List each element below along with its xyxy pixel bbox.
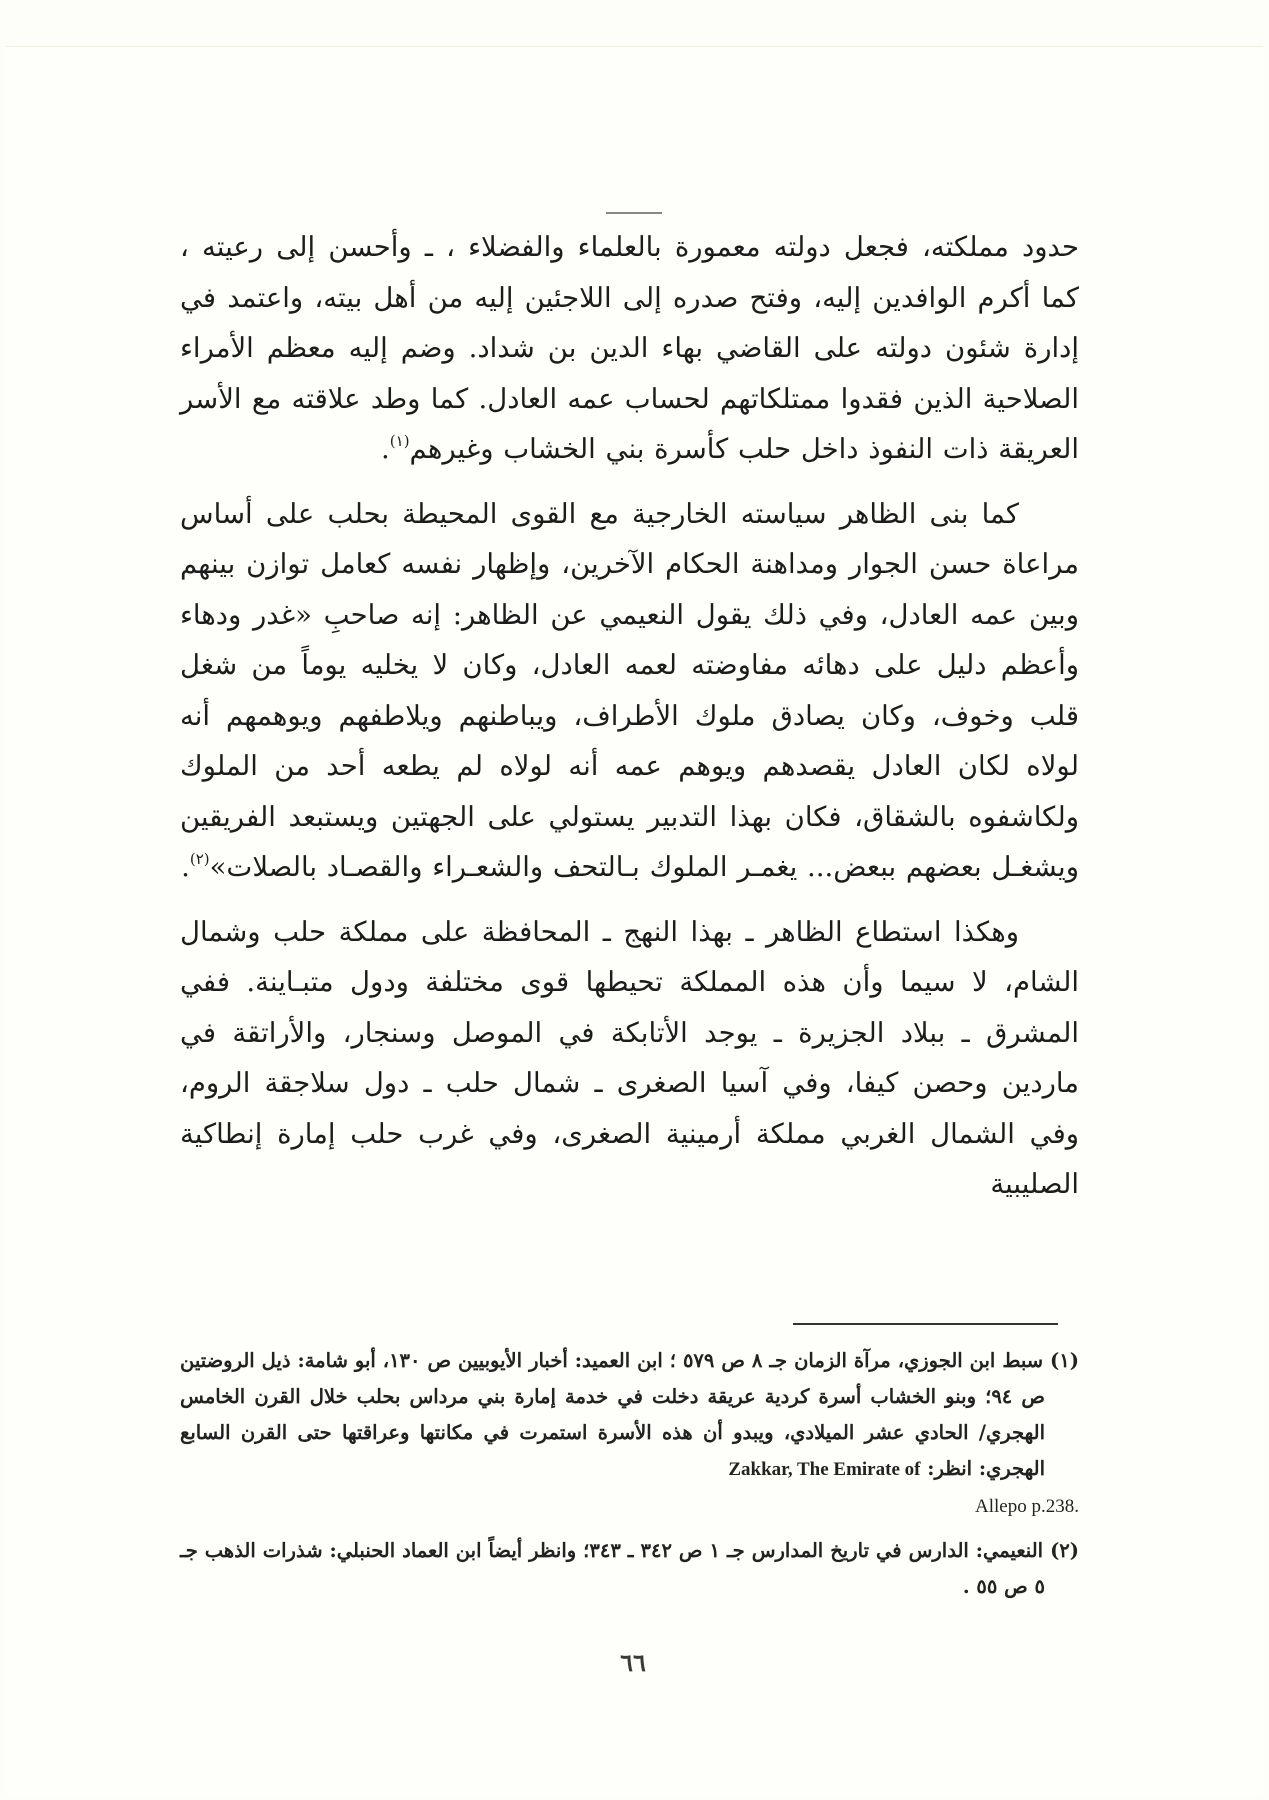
footnote-ref-2[interactable]: (٢)	[189, 850, 210, 868]
paragraph-3	[180, 907, 1079, 1210]
footnote-1-body	[180, 1343, 1079, 1488]
footnote-2-body	[180, 1533, 1079, 1605]
paragraph-2-end: .	[181, 851, 190, 883]
footnote-1-latin-ref: Zakkar, The Emirate of	[728, 1459, 921, 1480]
footnote-1-text: سبط ابن الجوزي، مرآة الزمان جـ ٨ ص ٥٧٩ ؛ ابن العميد: أخبار الأيوبيين ص ١٣٠، أبو شامة: ذيل الروضتين ص ٩٤؛ وبنو الخشاب أسرة كردية عريقة دخلت في خدمة إمارة بني مرداس بحلب خلال القرن الخامس الهجري/ الحادي عشر الميلادي، ويبدو أن هذه الأسرة استمرت في مكانتها وعراقتها حتى القرن السابع الهجري: انظر:	[180, 1349, 1045, 1480]
paragraph-3-text: وهكذا استطاع الظاهر ـ بهذا النهج ـ المحافظة على مملكة حلب وشمال الشام، لا سيما وأن هذه المملكة تحيطها قوى مختلفة ودول متبـاينة. ففي المشرق ـ ببلاد الجزيرة ـ يوجد الأتابكة في الموصل وسنجار، والأراتقة في ماردين وحصن كيفا، وفي آسيا الصغرى ـ شمال حلب ـ دول سلاجقة الروم، وفي الشمال الغربي مملكة أرمينية الصغرى، وفي غرب حلب إمارة إنطاكية الصليبية	[180, 915, 1079, 1200]
footnote-1-latin-ref-end-line	[180, 1488, 1079, 1525]
footnote-1	[180, 1343, 1079, 1525]
footnote-divider	[793, 1323, 1058, 1325]
footnote-1-number: (١)	[1050, 1349, 1079, 1372]
header-mark	[606, 212, 662, 214]
footnotes-section	[180, 1343, 1079, 1605]
footnote-2	[180, 1533, 1079, 1605]
paragraph-1	[180, 222, 1079, 475]
main-text-body	[180, 222, 1079, 1210]
footnote-1-latin-ref-end: Allepo p.238.	[975, 1496, 1079, 1517]
paragraph-1-end: .	[381, 433, 390, 465]
page-number: ٦٦	[620, 1648, 646, 1677]
footnote-ref-1[interactable]: (١)	[389, 432, 410, 450]
footnote-2-number: (٢)	[1050, 1539, 1080, 1562]
footnote-2-text: النعيمي: الدارس في تاريخ المدارس جـ ١ ص ٣٤٢ ـ ٣٤٣؛ وانظر أيضاً ابن العماد الحنبلي: شذرات الذهب جـ ٥ ص ٥٥ .	[180, 1539, 1045, 1598]
paragraph-2-text: كما بنى الظاهر سياسته الخارجية مع القوى المحيطة بحلب على أساس مراعاة حسن الجوار ومداهنة الحكام الآخرين، وإظهار نفسه كعامل توازن بينهم وبين عمه العادل، وفي ذلك يقول النعيمي عن الظاهر: إنه صاحبِ «غدر ودهاء وأعظم دليل على دهائه مفاوضته لعمه العادل، وكان لا يخليه يوماً من شغل قلب وخوف، وكان يصادق ملوك الأطراف، ويباطنهم ويلاطفهم ويوهمهم أنه لولاه لكان العادل يقصدهم ويوهم عمه أنه لولاه لم يطعه أحد من الملوك ولكاشفوه بالشقاق، فكان بهذا التدبير يستولي على الجهتين ويستبعد الفريقين ويشغـل بعضهم ببعض... يغمـر الملوك بـالتحف والشعـراء والقصـاد بالصلات»	[180, 497, 1079, 883]
paragraph-2	[180, 489, 1079, 893]
paragraph-1-text: حدود مملكته، فجعل دولته معمورة بالعلماء والفضلاء ، ـ وأحسن إلى رعيته ، كما أكرم الوافدين إليه، وفتح صدره إلى اللاجئين إليه من أهل بيته، واعتمد في إدارة شئون دولته على القاضي بهاء الدين بن شداد. وضم إليه معظم الأمراء الصلاحية الذين فقدوا ممتلكاتهم لحساب عمه العادل. كما وطد علاقته مع الأسر العريقة ذات النفوذ داخل حلب كأسرة بني الخشاب وغيرهم	[180, 231, 1079, 465]
